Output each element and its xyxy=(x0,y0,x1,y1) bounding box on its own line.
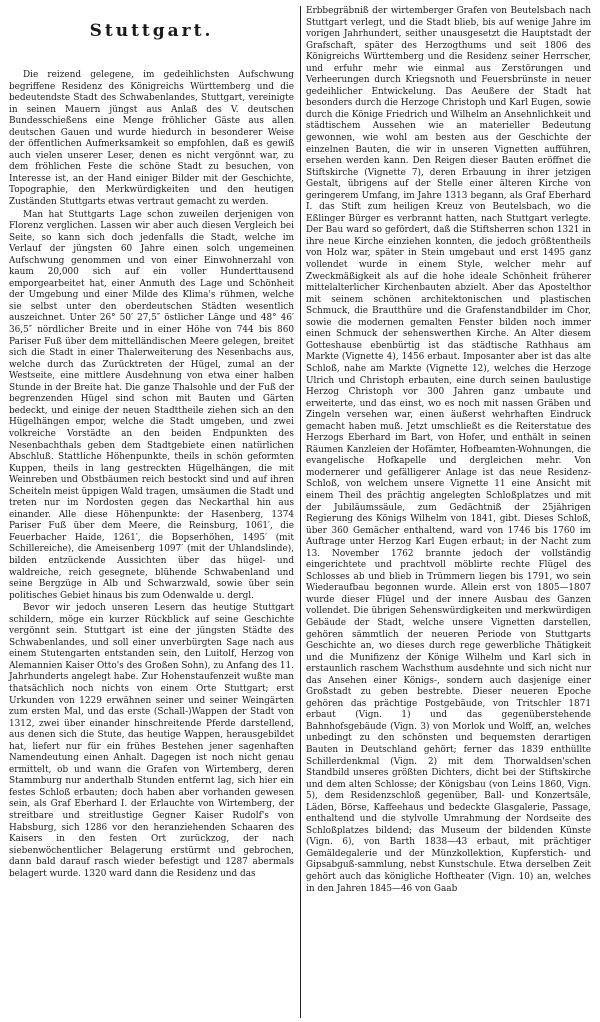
paragraph: Erbbegräbniß der wirtemberger Grafen von Beutelsbach nach Stuttgart verlegt, und die Stadt blieb, bis auf wenige Jahre im vorigen Jahrhundert, seither unausgesetzt die Hauptstadt der Grafschaft, später des Herzogthums und seit 1806 des Königreichs Württemberg und die Residenz seiner Herrscher, und erfuhr mehr wie einmal aus Zerstörungen und Verheerungen durch Kriegsnoth und Feuersbrünste in neuer gedeihlicher Entwickelung. Das Aeußere der Stadt hat besonders durch die Herzoge Christoph und Karl Eugen, sowie durch die Könige Friedrich und Wilhelm an Ansehnlichkeit und städtischem Aussehen wie an materieller Bedeutung gewonnen, wie wohl am besten aus der Geschichte der einzelnen Bauten, die wir in unseren Vignetten aufführen, ersehen werden kann. Den Reigen dieser Bauten eröffnet die Stiftskirche (Vignette 7), deren Erbauung in ihrer jetzigen Gestalt, übrigens auf der Stelle einer älteren Kirche von geringerem Umfang, im Jahre 1313 begann, als Graf Eberhard I. das Stift zum heiligen Kreuz von Beutelsbach, wo die Eßlinger Bürger es verbrannt hatten, nach Stuttgart verlegte. Der Bau ward so gefördert, daß die Stiftsherren schon 1321 in ihre neue Kirche einziehen konnten, die jedoch größtentheils von Holz war, später in Stein umgebaut und erst 1495 ganz vollendet wurde in einem Style, welcher mehr auf Zweckmäßigkeit als auf die hohe ideale Schönheit früherer mittelalterlicher Kirchenbauten abzielt. Aber das Apostelthor mit seinem schönen architektonischen und plastischen Schmuck, die Brautthüre und die Grafenstandbilder im Chor, sowie die modernen gemalten Fenster bilden noch immer einen Schmuck der sehenswerthen Kirche. An Alter diesem Gotteshause ebenbürtig ist das städtische Rathhaus am Markte (Vignette 4), 1456 erbaut. Imposanter aber ist das alte Schloß, nahe am Markte (Vignette 12), welches die Herzoge Ulrich und Christoph erbauten, eine durch seinen baulustige Herzog Christoph vor 300 Jahren ganz umbaute und erweiterte, und das einst, wo es noch mit nassen Gräben und Zingeln versehen war, einen äußerst wehrhaften Eindruck gemacht haben muß. Jetzt umschließt es die Reiterstatue des Herzogs Eberhard im Bart, von Hofer, und enthält in seinen Räumen Kanzleien der Hofämter, Hofbeamten-Wohnungen, die evangelische Hofkapelle und dergleichen mehr. Von modernerer und gefälligerer Anlage ist das neue Residenz-Schloß, von welchem unsere Vignette 11 eine Ansicht mit einem Theil des prächtig angelegten Schloßplatzes und mit der Jubiläumssäule, zum Gedächtniß der 25jährigen Regierung des Königs Wilhelm von 1841, gibt. Dieses Schloß, über 360 Gemächer enthaltend, ward von 1746 bis 1760 im Auftrage unter Herzog Karl Eugen erbaut; in der Nacht zum 13. November 1762 brannte jedoch der vollständig eingerichtete und prachtvoll möblirte rechte Flügel des Schlosses ab und blieb in Trümmern liegen bis 1791, wo sein Wiederaufbau begonnen wurde. Allein erst von 1805—1807 wurde dieser Flügel und der innere Ausbau des Ganzen vollendet. Die übrigen Sehenswürdigkeiten und merkwürdigen Gebäude der Stadt, welche unsere Vignetten darstellen, gehören sämmtlich der neueren Periode von Stuttgarts Geschichte an, wo dieses durch rege gewerbliche Thätigkeit und die Munifizenz der Könige Wilhelm und Karl sich in erstaunlich raschem Wachsthum ausdehnte und sich nicht nur das Ansehen einer Königs-, sondern auch dasjenige einer Großstadt zu geben bestrebte. Dieser neueren Epoche gehören das prächtige Postgebäude, von Tritschler 1871 erbaut (Vign. 1) und das gegenüberstehende Bahnhofsgebäude (Vign. 3) von Morlok und Wolff, an, welches unbedingt zu den schönsten und bequemsten derartigen Bauten in Deutschland gehört; ferner das 1839 enthüllte Schillerdenkmal (Vign. 2) mit dem Thorwaldsen'schen Standbild unseres größten Dichters, dicht bei der Stiftskirche und dem alten Schlosse; der Königsbau (von Leins 1860, Vign. 5), dem Residenzschloß gegenüber, Ball- und Konzertsäle, Läden, Börse, Kaffeehaus und bedeckte Glasgalerie, Passage, enthaltend und die stylvolle Umrahmung der Nordseite des Schloßplatzes bildend; das Museum der bildenden Künste (Vign. 6), von Barth 1838—43 erbaut, mit prächtiger Gemäldegalerie und der Münzkollektion, Kupferstich- und Gipsabguß-sammlung, nebst Kunstschule. Etwa derselben Zeit gehört auch das königliche Hoftheater (Vign. 10) an, welches in den Jahren 1845—46 von Gaab xyxy=(306,6,591,894)
paragraph: Man hat Stuttgarts Lage schon zuweilen derjenigen von Florenz verglichen. Lassen wir aber auch diesen Vergleich bei Seite, so kann sich doch jedenfalls die Stadt, welche im Verlauf der jüngsten 60 Jahre einen solch ungemeinen Aufschwung genommen und von einer Einwohnerzahl von kaum 20,000 sich auf ein voller Hunderttausend emporgearbeitet hat, einer Anmuth des Lage und Schönheit der Umgebung und einer Milde des Klima's rühmen, welche sie selbst unter den oberdeutschen Städten wesentlich auszeichnet. Unter 26° 50′ 27,5″ östlicher Länge und 48° 46′ 36,5″ nördlicher Breite und in einer Höhe von 744 bis 860 Pariser Fuß über dem mittelländischen Meere gelegen, breitet sich die Stadt in einer Thalerweiterung des Nesenbachs aus, welche durch das Zurücktreten der Hügel, zumal an der Westseite, eine mittlere Ausdehnung von etwa einer halben Stunde in der Breite hat. Die ganze Thalsohle und der Fuß der begrenzenden Hügel sind schon mit Bauten und Gärten bedeckt, und einige der neuen Stadttheile ziehen sich an den Hügelhängen empor, welche die Stadt umgeben, und zwei volkreiche Vorstädte an den beiden Endpunkten des Nesenbachthals geben dem Stadtgebiete einen natürlichen Abschluß. Stattliche Höhenpunkte, theils in schön geformten Kuppen, theils in lang gestreckten Hügelhängen, die mit Weinreben und Obstbäumen reich bestockt sind und auf ihren Scheiteln meist üppigen Wald tragen, umsäumen die Stadt und treten nur im Nordosten gegen das Neckarthal hin aus einander. Alle diese Höhenpunkte: der Hasenberg, 1374 Pariser Fuß über dem Meere, die Reinsburg, 1061′, die Feuerbacher Haide, 1261′, die Bopserhöhen, 1495′ (mit Schillereiche), die Ameisenberg 1097′ (mit der Uhlandslinde), bilden entzückende Aussichten über das hügel- und waldreiche, reich gesegnete, blühende Schwabenland und seine Bergzüge in Alb und Schwarzwald, sowie über sein politisches Gebiet hinaus bis zum Odenwalde u. dergl. xyxy=(9,209,294,601)
text-columns xyxy=(9,6,591,1018)
paragraph: Die reizend gelegene, im gedeihlichsten Aufschwung begriffene Residenz des Königreichs Württemberg und die bedeutendste Stadt des Schwabenlandes, Stuttgart, vereinigte in seinen Mauern jüngst aus Anlaß des V. deutschen Bundesschießens eine Menge fröhlicher Gäste aus allen deutschen Gauen und wurde hiedurch in besonderer Weise der öffentlichen Aufmerksamkeit so empfohlen, daß es gewiß auch vielen unserer Leser, denen es nicht vergönnt war, zu dem fröhlichen Feste die schöne Stadt zu besuchen, von Interesse ist, an der Hand einiger Bilder mit der Geschichte, Topographie, den Merkwürdigkeiten und den heutigen Zuständen Stuttgarts etwas vertraut gemacht zu werden. xyxy=(9,70,294,208)
left-column xyxy=(9,6,294,1018)
paragraph: Bevor wir jedoch unseren Lesern das heutige Stuttgart schildern, möge ein kurzer Rückblick auf seine Geschichte vergönnt sein. Stuttgart ist eine der jüngsten Städte des Schwabenlandes, und soll einer unverbürgten Sage nach aus einem Stutengarten entstanden sein, den Luitolf, Herzog von Alemannien Kaiser Otto's des Großen Sohn), zu Anfang des 11. Jahrhunderts angelegt habe. Zur Hohenstaufenzeit wußte man thatsächlich noch nichts von einem Orte Stuttgart; erst Urkunden von 1229 erwähnen seiner und seiner Weingärten zum ersten Mal, und das erste (Schall-)Wappen der Stadt von 1312, zwei über einander hinschreitende Pferde darstellend, aus denen sich die Stute, das heutige Wappen, herausgebildet hat, liefert nur für ein frühes Bestehen jener sagenhaften Namendeutung einen Anhalt. Dagegen ist noch nicht genau ermittelt, ob und wann die Grafen von Wirtemberg, deren Stammburg nur anderthalb Stunden entfernt lag, sich hier ein festes Schloß erbauten; doch haben aber vorhanden gewesen sein, als Graf Eberhard I. der Erlauchte von Wirtemberg, der streitbare und streitlustige Gegner Kaiser Rudolf's von Habsburg, sich 1286 vor den heranziehenden Schaaren des Kaisers in den festen Ort zurückzog, der nach siebenwöchentlicher Belagerung erstürmt und gebrochen, dann bald darauf rasch wieder befestigt und 1287 abermals belagert wurde. 1320 ward dann die Residenz und das xyxy=(9,603,294,879)
right-column xyxy=(306,6,591,1018)
column-divider xyxy=(300,6,301,1018)
article-title: Stuttgart. xyxy=(89,21,214,41)
